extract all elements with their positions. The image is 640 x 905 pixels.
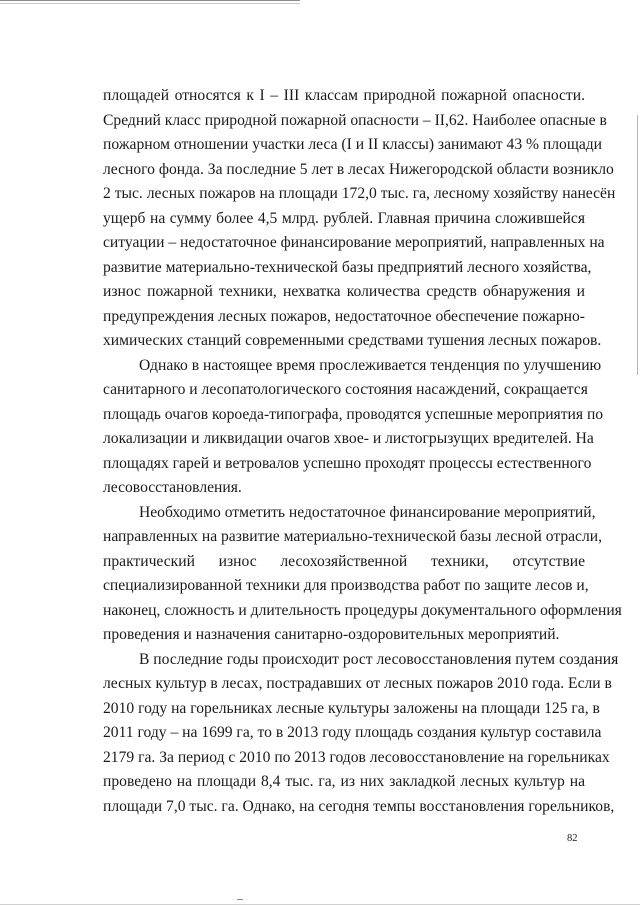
document-page	[103, 84, 622, 819]
text-line: 2 тыс. лесных пожаров на площади 172,0 тыс. га, лесному хозяйству нанесён	[103, 185, 616, 202]
text-line: предупреждения лесных пожаров, недостаточное обеспечение пожарно-	[103, 307, 585, 325]
text-line: направленных на развитие материально-технической базы лесной отрасли,	[103, 528, 602, 545]
text-line: проведено на площади 8,4 тыс. га, из них закладкой лесных культур на	[103, 773, 585, 790]
paragraph	[103, 84, 616, 354]
scan-artifact	[237, 899, 243, 900]
text-line: химических станций современными средствами тушения лесных пожаров.	[103, 332, 602, 349]
text-line: 2011 году – на 1699 га, то в 2013 году площадь создания культур составила	[103, 724, 602, 741]
text-line: Необходимо отметить недостаточное финансирование мероприятий,	[139, 503, 596, 521]
scan-edge-top	[0, 0, 300, 1]
text-line: лесного фонда. За последние 5 лет в лесах Нижегородской области возникло	[103, 160, 614, 178]
text-line: наконец, сложность и длительность процедуры документального оформления	[103, 601, 622, 619]
text-line: Однако в настоящее время прослеживается тенденция по улучшению	[139, 356, 602, 374]
text-line: локализации и ликвидации очагов хвое- и листогрызущих вредителей. На	[103, 430, 594, 447]
paragraph	[103, 648, 619, 820]
text-line: практический износ лесохозяйственной техники, отсутствие	[103, 552, 585, 570]
text-line: ущерб на сумму более 4,5 млрд. рублей. Главная причина сложившейся	[103, 209, 585, 227]
text-line: 2010 году на горельниках лесные культуры заложены на площади 125 га, в	[103, 699, 600, 717]
page-number: 82	[567, 833, 578, 844]
text-line: износ пожарной техники, нехватка количества средств обнаружения и	[103, 283, 585, 300]
text-line: В последние годы происходит рост лесовосстановления путем создания	[139, 650, 619, 668]
text-line: лесных культур в лесах, пострадавших от лесных пожаров 2010 года. Если в	[103, 675, 612, 692]
text-line: санитарного и лесопатологического состояния насаждений, сокращается	[103, 381, 588, 398]
text-line: площади 7,0 тыс. га. Однако, на сегодня темпы восстановления горельников,	[103, 797, 615, 815]
text-line: развитие материально-технической базы предприятий лесного хозяйства,	[103, 258, 592, 276]
text-line: 2179 га. За период с 2010 по 2013 годов лесовосстановление на горельниках	[103, 748, 610, 766]
text-line: площадь очагов короеда-типографа, проводятся успешные мероприятия по	[103, 405, 604, 423]
scan-edge-right	[637, 115, 638, 375]
paragraph	[103, 354, 604, 501]
scan-edge-top-shadow	[0, 3, 300, 4]
text-line: проведения и назначения санитарно-оздоровительных мероприятий.	[103, 626, 560, 643]
text-line: специализированной техники для производства работ по защите лесов и,	[103, 577, 589, 594]
text-line: пожарном отношении участки леса (I и II классы) занимают 43 % площади	[103, 136, 603, 153]
text-line: ситуации – недостаточное финансирование мероприятий, направленных на	[103, 234, 605, 251]
text-line: Средний класс природной пожарной опасности – II,62. Наиболее опасные в	[103, 111, 607, 129]
text-line: лесовосстановления.	[103, 479, 242, 496]
text-line: площадей относятся к I – III классам природной пожарной опасности.	[103, 87, 585, 104]
text-line: площадях гарей и ветровалов успешно проходят процессы естественного	[103, 454, 592, 472]
paragraph	[103, 501, 622, 648]
